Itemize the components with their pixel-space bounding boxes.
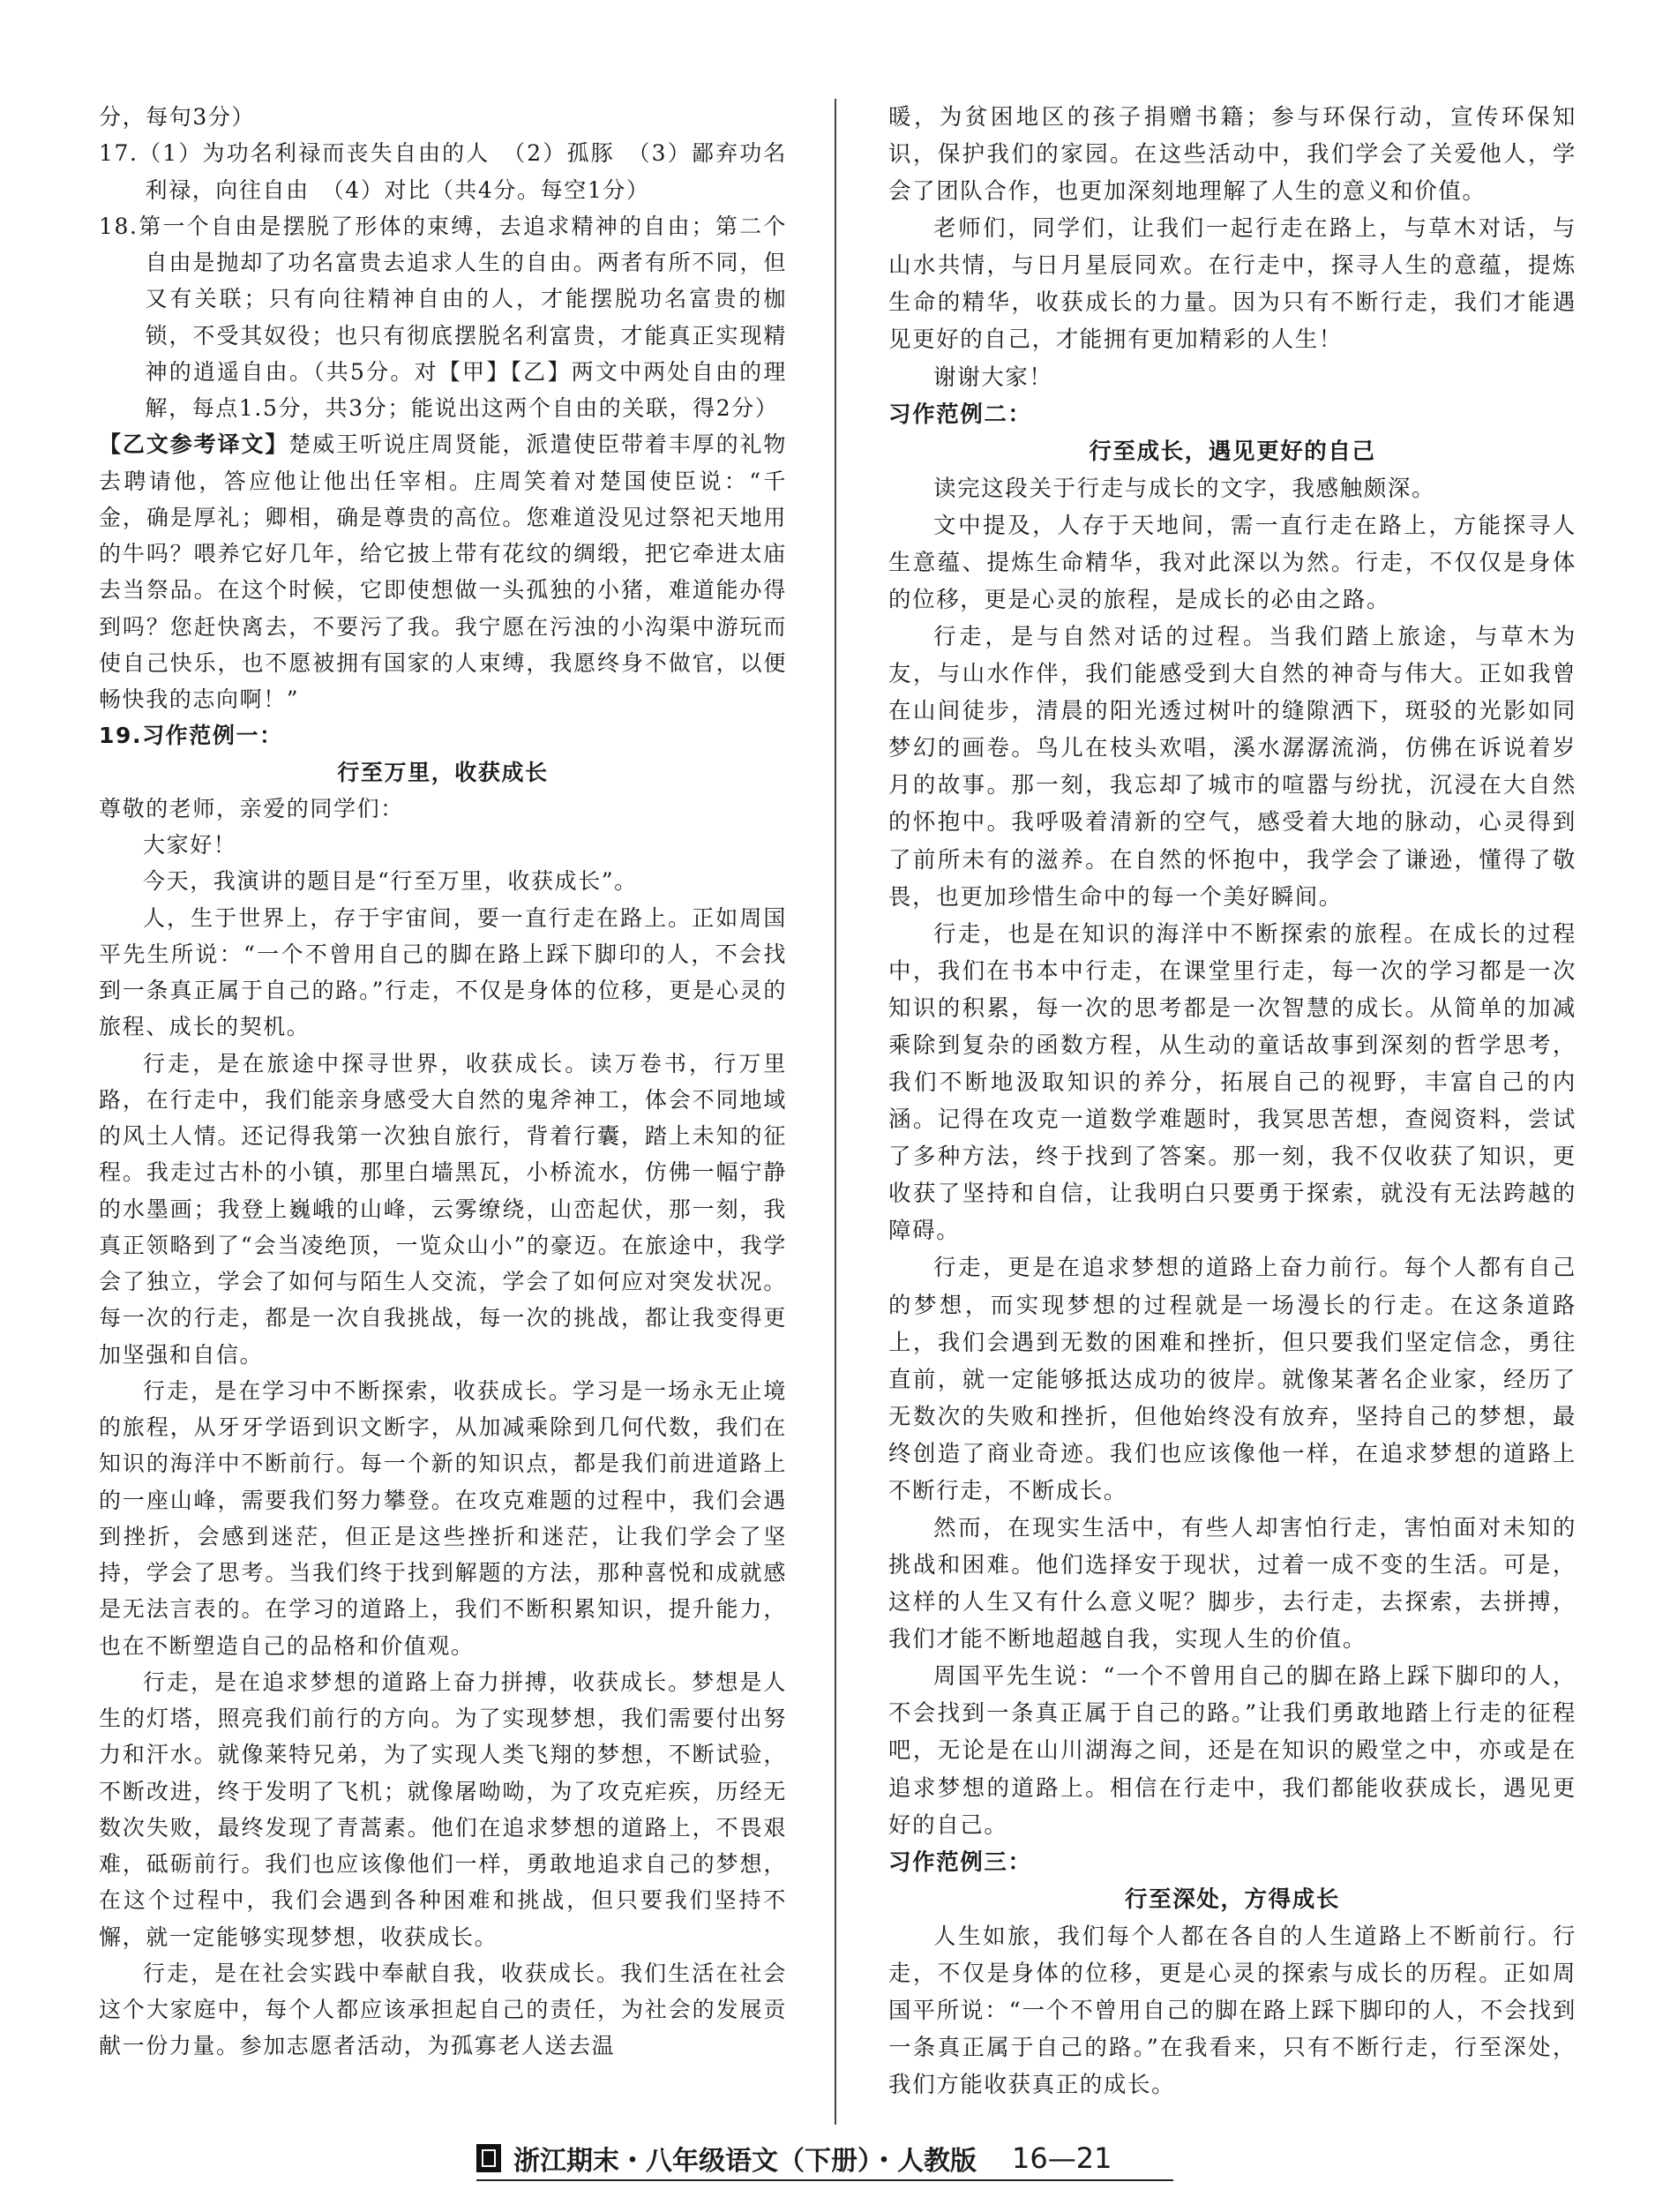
paragraph-text: 18.第一个自由是摆脱了形体的束缚，去追求精神的自由；第二个自由是抛却了功名富贵去追求人生的自由。两者有所不同，但又有关联；只有向往精神自由的人，才能摆脱功名富贵的枷锁，不受其奴役；也只有彻底摆脱名利富贵，才能真正实现精神的逍遥自由。（共5分。对【甲】【乙】两文中两处自由的理解，每点1.5分，共3分；能说出这两个自由的关联，得2分） (99, 213, 787, 421)
right-paragraph-8 (888, 916, 1576, 1250)
paragraph-text: 行走，也是在知识的海洋中不断探索的旅程。在成长的过程中，我们在书本中行走，在课堂里行走，每一次的学习都是一次知识的积累，每一次的思考都是一次智慧的成长。从简单的加减乘除到复杂的函数方程，从生动的童话故事到深刻的哲学思考，我们不断地汲取知识的养分，拓展自己的视野，丰富自己的内涵。记得在攻克一道数学难题时，我冥思苦想，查阅资料，尝试了多种方法，终于找到了答案。那一刻，我不仅收获了知识，更收获了坚持和自信，让我明白只要勇于探索，就没有无法跨越的障碍。 (888, 920, 1576, 1245)
left-column (99, 99, 787, 2065)
paragraph-text: 今天，我演讲的题目是“行至万里，收获成长”。 (143, 868, 638, 895)
paragraph-text: 行走，是在旅途中探寻世界，收获成长。读万卷书，行万里路，在行走中，我们能亲身感受大自然的鬼斧神工，体会不同地域的风土人情。还记得我第一次独自旅行，背着行囊，踏上未知的征程。我走过古朴的小镇，那里白墙黑瓦，小桥流水，仿佛一幅宁静的水墨画；我登上巍峨的山峰，云雾缭绕，山峦起伏，那一刻，我真正领略到了“会当凌绝顶，一览众山小”的豪迈。在旅途中，我学会了独立，学会了如何与陌生人交流，学会了如何应对突发状况。每一次的行走，都是一次自我挑战，每一次的挑战，都让我变得更加坚强和自信。 (99, 1050, 787, 1368)
paragraph-text: 大家好！ (143, 832, 237, 858)
paragraph-text: 行至深处，方得成长 (1125, 1886, 1340, 1913)
right-paragraph-2 (888, 359, 1576, 396)
paragraph-text: 行走，是与自然对话的过程。当我们踏上旅途，与草木为友，与山水作伴，我们能感受到大自然的神奇与伟大。正如我曾在山间徒步，清晨的阳光透过树叶的缝隙洒下，斑驳的光影如同梦幻的画卷。鸟儿在枝头欢唱，溪水潺潺流淌，仿佛在诉说着岁月的故事。那一刻，我忘却了城市的喧嚣与纷扰，沉浸在大自然的怀抱中。我呼吸着清新的空气，感受着大地的脉动，心灵得到了前所未有的滋养。在自然的怀抱中，我学会了谦逊，懂得了敬畏，也更加珍惜生命中的每一个美好瞬间。 (888, 624, 1576, 911)
right-paragraph-13 (888, 1881, 1576, 1918)
right-paragraph-10 (888, 1510, 1576, 1658)
paragraph-text: 谢谢大家！ (933, 364, 1053, 391)
left-paragraph-5 (99, 754, 787, 791)
left-paragraph-10 (99, 1046, 787, 1373)
paragraph-text: 行走，是在追求梦想的道路上奋力拼搏，收获成长。梦想是人生的灯塔，照亮我们前行的方向。为了实现梦想，我们需要付出努力和汗水。就像莱特兄弟，为了实现人类飞翔的梦想，不断试验，不断改进，终于发明了飞机；就像屠呦呦，为了攻克疟疾，历经无数次失败，最终发现了青蒿素。他们在追求梦想的道路上，不畏艰难，砥砺前行。我们也应该像他们一样，勇敢地追求自己的梦想，在这个过程中，我们会遇到各种困难和挑战，但只要我们坚持不懈，就一定能够实现梦想，收获成长。 (99, 1668, 787, 1950)
paragraph-text: 然而，在现实生活中，有些人却害怕行走，害怕面对未知的挑战和困难。他们选择安于现状，过着一成不变的生活。可是，这样的人生又有什么意义呢？脚步，去行走，去探索，去拼搏，我们才能不断地超越自我，实现人生的价值。 (888, 1514, 1576, 1653)
left-paragraph-8 (99, 863, 787, 899)
right-paragraph-3 (888, 396, 1576, 433)
left-paragraph-3 (99, 426, 787, 717)
column-divider (835, 99, 836, 2125)
right-paragraph-9 (888, 1249, 1576, 1510)
right-paragraph-0 (888, 99, 1576, 210)
paragraph-text: 行走，是在社会实践中奉献自我，收获成长。我们生活在社会这个大家庭中，每个人都应该承担起自己的责任，为社会的发展贡献一份力量。参加志愿者活动，为孤寡老人送去温 (99, 1960, 787, 2059)
paragraph-text: 习作范例三： (888, 1848, 1032, 1876)
left-paragraph-1 (99, 135, 787, 208)
footer-rule (476, 2179, 1173, 2181)
right-paragraph-6 (888, 507, 1576, 619)
right-paragraph-11 (888, 1658, 1576, 1843)
page-footer (476, 2133, 1173, 2183)
left-paragraph-6 (99, 791, 787, 827)
paragraph-text: 人生如旅，我们每个人都在各自的人生道路上不断前行。行走，不仅是身体的位移，更是心灵的探索与成长的历程。正如周国平所说：“一个不曾用自己的脚在路上踩下脚印的人，不会找到一条真正属于自己的路。”在我看来，只有不断行走，行至深处，我们方能收获真正的成长。 (888, 1923, 1576, 2099)
paragraph-text: 尊敬的老师，亲爱的同学们： (99, 795, 404, 821)
paragraph-text: 人，生于世界上，存于宇宙间，要一直行走在路上。正如周国平先生所说：“一个不曾用自己的脚在路上踩下脚印的人，不会找到一条真正属于自己的路。”行走，不仅是身体的位移，更是心灵的旅程、成长的契机。 (99, 904, 787, 1040)
paragraph-text: 行至成长，遇见更好的自己 (1089, 438, 1376, 465)
paragraph-text: 习作范例二： (888, 401, 1032, 428)
right-paragraph-5 (888, 470, 1576, 507)
paragraph-text: 读完这段关于行走与成长的文字，我感触颇深。 (933, 475, 1436, 502)
left-paragraph-13 (99, 1955, 787, 2065)
paragraph-text: 行走，是在学习中不断探索，收获成长。学习是一场永无止境的旅程，从牙牙学语到识文断字，从加减乘除到几何代数，我们在知识的海洋中不断前行。每一个新的知识点，都是我们前进道路上的一座山峰，需要我们努力攀登。在攻克难题的过程中，我们会遇到挫折，会感到迷茫，但正是这些挫折和迷茫，让我们学会了坚持，学会了思考。当我们终于找到解题的方法，那种喜悦和成就感是无法言表的。在学习的道路上，我们不断积累知识，提升能力，也在不断塑造自己的品格和价值观。 (99, 1377, 787, 1659)
left-paragraph-2 (99, 208, 787, 427)
paragraph-text: 19.习作范例一： (99, 723, 283, 749)
left-paragraph-11 (99, 1373, 787, 1664)
right-paragraph-12 (888, 1844, 1576, 1881)
right-paragraph-1 (888, 210, 1576, 358)
paragraph-text: 楚威王听说庄周贤能，派遣使臣带着丰厚的礼物去聘请他，答应他让他出任宰相。庄周笑着对楚国使臣说：“千金，确是厚礼；卿相，确是尊贵的高位。您难道没见过祭祀天地用的牛吗？喂养它好几年，给它披上带有花纹的绸缎，把它牵进太庙去当祭品。在这个时候，它即使想做一头孤独的小猪，难道能办得到吗？您赶快离去，不要污了我。我宁愿在污浊的小沟渠中游玩而使自己快乐，也不愿被拥有国家的人束缚，我愿终身不做官，以便畅快我的志向啊！” (99, 431, 787, 712)
paragraph-text: 老师们，同学们，让我们一起行走在路上，与草木对话，与山水共情，与日月星辰同欢。在行走中，探寻人生的意蕴，提炼生命的精华，收获成长的力量。因为只有不断行走，我们才能遇见更好的自己，才能拥有更加精彩的人生！ (888, 215, 1576, 354)
left-paragraph-9 (99, 900, 787, 1046)
paragraph-text: 文中提及，人存于天地间，需一直行走在路上，方能探寻人生意蕴、提炼生命精华，我对此深以为然。行走，不仅仅是身体的位移，更是心灵的旅程，是成长的必由之路。 (888, 512, 1576, 614)
right-paragraph-14 (888, 1918, 1576, 2103)
left-paragraph-12 (99, 1664, 787, 1955)
page-number: 16—21 (1012, 2141, 1112, 2175)
paragraph-text: 行走，更是在追求梦想的道路上奋力前行。每个人都有自己的梦想，而实现梦想的过程就是一场漫长的行走。在这条道路上，我们会遇到无数的困难和挫折，但只要我们坚定信念，勇往直前，就一定能够抵达成功的彼岸。就像某著名企业家，经历了无数次的失败和挫折，但他始终没有放弃，坚持自己的梦想，最终创造了商业奇迹。我们也应该像他一样，在追求梦想的道路上不断行走，不断成长。 (888, 1255, 1576, 1504)
paragraph-text: 暖，为贫困地区的孩子捐赠书籍；参与环保行动，宣传环保知识，保护我们的家园。在这些活动中，我们学会了关爱他人，学会了团队合作，也更加深刻地理解了人生的意义和价值。 (888, 104, 1576, 206)
paragraph-text: 17.（1）为功名利禄而丧失自由的人 （2）孤豚 （3）鄙弃功名利禄，向往自由 （4）对比（共4分。每空1分） (99, 140, 787, 203)
right-column (888, 99, 1576, 2103)
paragraph-text: 分，每句3分） (99, 104, 256, 130)
book-logo-icon (476, 2144, 501, 2172)
right-paragraph-7 (888, 619, 1576, 916)
paragraph-text: 行至万里，收获成长 (337, 759, 549, 785)
footer-title: 浙江期末・八年级语文（下册）・人教版 (513, 2146, 977, 2177)
left-paragraph-0 (99, 99, 787, 135)
right-paragraph-4 (888, 433, 1576, 470)
translation-label: 【乙文参考译文】 (99, 431, 289, 458)
paragraph-text: 周国平先生说：“一个不曾用自己的脚在路上踩下脚印的人，不会找到一条真正属于自己的路。”让我们勇敢地踏上行走的征程吧，无论是在山川湖海之间，还是在知识的殿堂之中，亦或是在追求梦想的道路上。相信在行走中，我们都能收获成长，遇见更好的自己。 (888, 1663, 1576, 1839)
left-paragraph-4 (99, 717, 787, 754)
left-paragraph-7 (99, 827, 787, 863)
